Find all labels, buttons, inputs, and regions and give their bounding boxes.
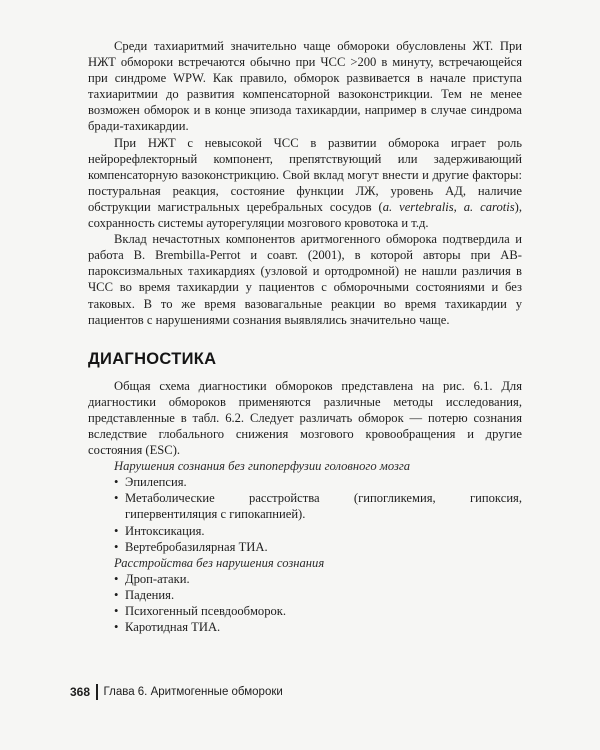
list-item: • Вертебробазилярная ТИА. (114, 539, 268, 554)
bullet-glyph: • (114, 571, 119, 586)
bullet-glyph: • (114, 620, 119, 635)
list-item: • Каротидная ТИА. (114, 620, 221, 635)
bullet-glyph: • (114, 523, 119, 538)
bullet-glyph: • (114, 475, 119, 490)
bullet-glyph: • (114, 491, 119, 506)
page-body (88, 38, 522, 635)
list-item: • Метаболические расстройства (гипогликемия, гипоксия, гипервентиляция с гипокапнией). (114, 491, 522, 522)
bullet-glyph: • (114, 587, 119, 602)
list-item: • Падения. (114, 587, 175, 602)
paragraph-2 (88, 135, 522, 232)
paragraph-2-italic: a. vertebralis, a. carotis (382, 199, 515, 214)
list-item: • Дроп-атаки. (114, 571, 190, 586)
list-2 (88, 571, 522, 635)
page-footer (70, 684, 283, 700)
paragraph-2-tail: ), сохранность системы ауторегуляции мозгового кровотока и т.д. (88, 199, 522, 231)
footer-divider (96, 684, 98, 700)
paragraph-2-text: При НЖТ с невысокой ЧСС в развитии обморока играет роль нейрорефлекторный компонент, препятствующий или задерживающий компенсаторную вазоконстрикцию. Свой вклад могут внести и другие факторы: постуральная реакция, состояние функции ЛЖ, уровень АД, наличие обструкции магистральных церебральных сосудов ( (88, 135, 522, 214)
bullet-glyph: • (114, 604, 119, 618)
list-2-title: Расстройства без нарушения сознания (114, 555, 325, 570)
list-1-title: Нарушения сознания без гипоперфузии головного мозга (114, 459, 411, 474)
list-item: • Эпилепсия. (114, 475, 187, 490)
diagnostics-paragraph: Общая схема диагностики обмороков представлена на рис. 6.1. Для диагностики обмороков применяются различные методы исследования, представленные в табл. 6.2. Следует различать обморок — потерю сознания вследствие глобального снижения мозгового кровообращения и другие состояния (ESC). (88, 378, 522, 458)
paragraph-3: Вклад нечастотных компонентов аритмогенного обморока подтвердила и работа B. Brembilla-Perrot и соавт. (2001), в которой авторы при АВ-пароксизмальных тахикардиях (узловой и ортодромной) не нашли различия в ЧСС во время тахикардии у пациентов с обморочными состояниями и без таковых. В то же время вазовагальные реакции во время тахикардии у пациентов с нарушениями сознания выявлялись значительно чаще. (88, 232, 522, 327)
chapter-title: Глава 6. Аритмогенные обмороки (103, 686, 283, 698)
list-item: • Психогенный псевдообморок. (114, 604, 287, 618)
list-1 (88, 474, 522, 554)
bullet-glyph: • (114, 539, 119, 554)
page-number: 368 (70, 685, 91, 699)
section-heading: ДИАГНОСТИКА (88, 349, 217, 368)
paragraph-1: Среди тахиаритмий значительно чаще обмороки обусловлены ЖТ. При НЖТ обмороки встречаются обычно при ЧСС >200 в минуту, встречающейся при синдроме WPW. Как правило, обморок развивается в начале приступа тахиаритмии до развития компенсаторной вазоконстрикции. Тем не менее возможен обморок и в конце эпизода тахикардии, например в случае синдрома бради-тахикардии. (88, 39, 522, 134)
list-item: • Интоксикация. (114, 523, 205, 538)
